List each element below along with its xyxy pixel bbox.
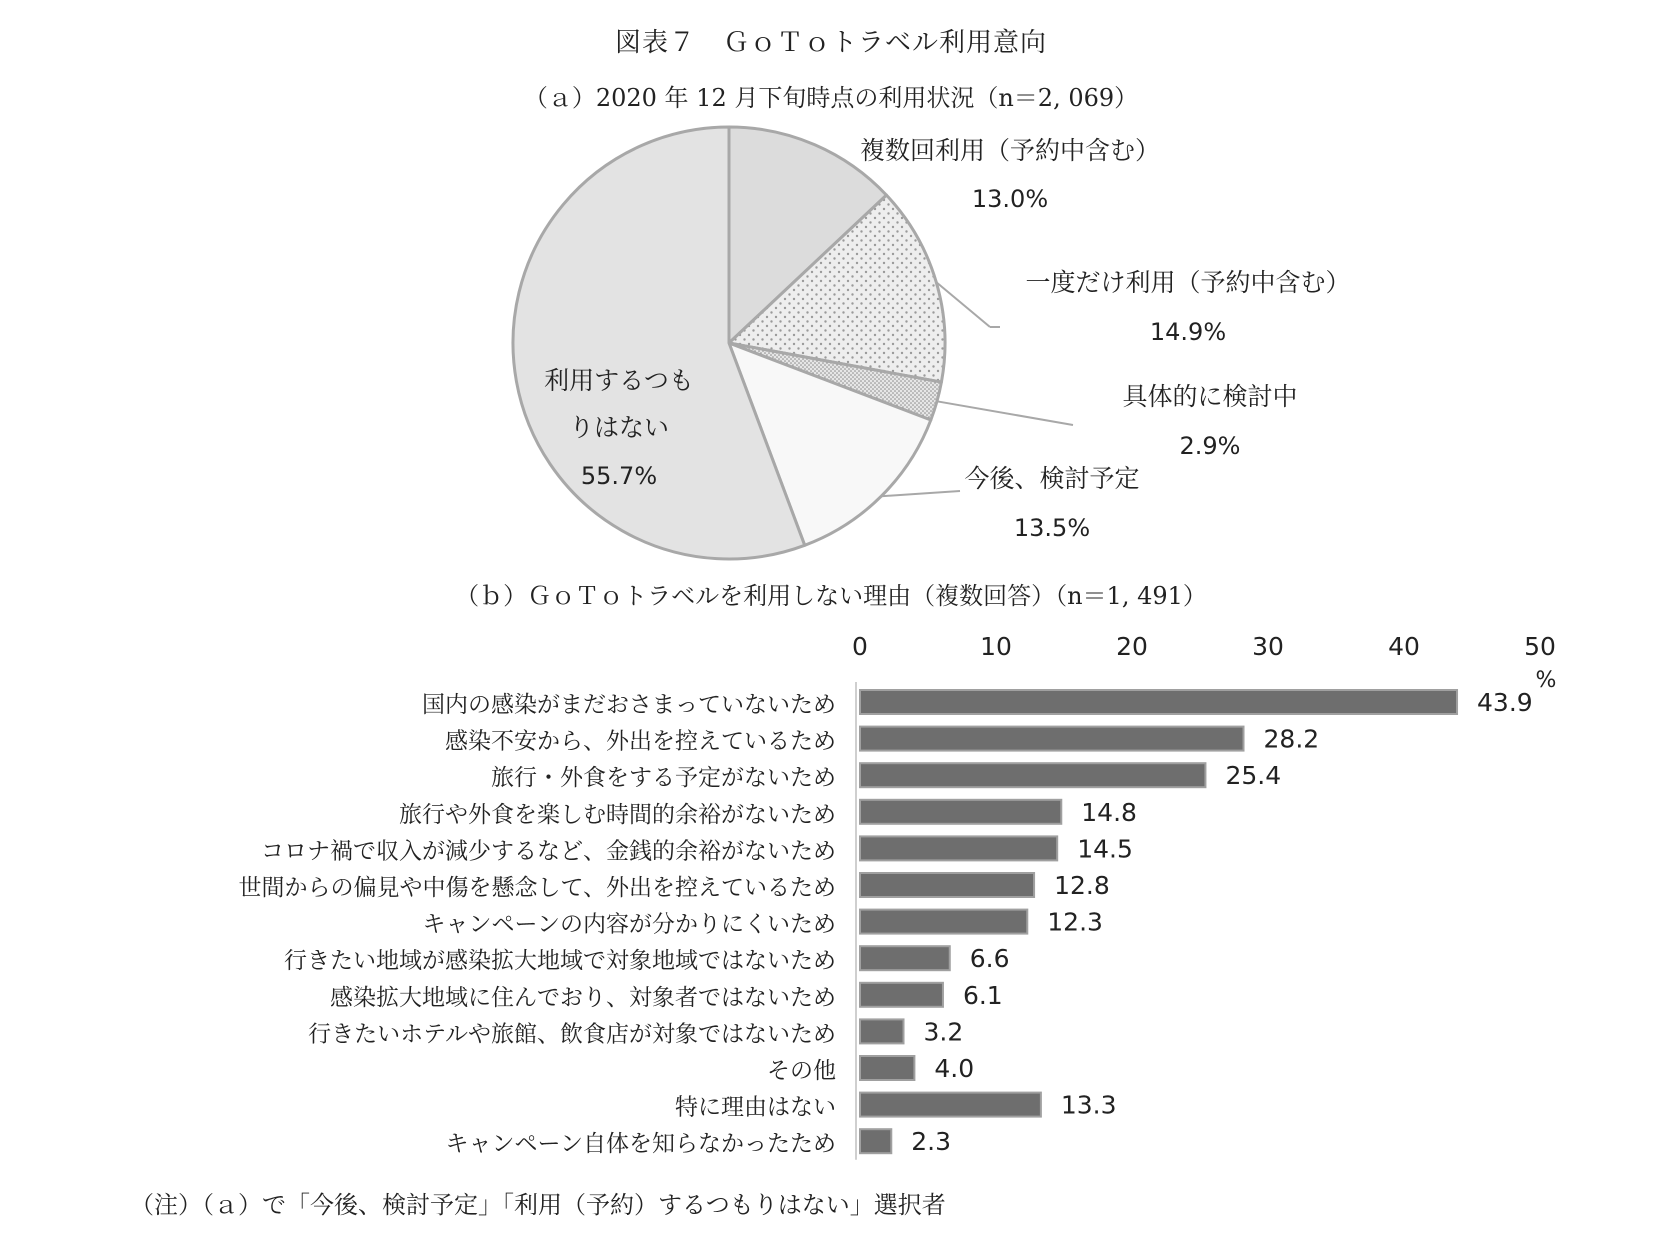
bar-x-tick-label-1: 10 [980,632,1012,661]
bar-x-tick-label-5: 50 [1524,632,1556,661]
pie-label-name-3: 今後、検討予定 [964,464,1140,493]
bar-1 [860,727,1244,751]
bar-value-label-4: 14.5 [1077,834,1133,864]
pie-label-name-0: 複数回利用（予約中含む） [859,136,1161,165]
bar-5 [860,873,1034,897]
bar-value-label-6: 12.3 [1047,907,1103,937]
bar-value-label-11: 13.3 [1060,1090,1117,1120]
pie-label-name-2: 具体的に検討中 [1122,382,1298,411]
bar-12 [860,1129,891,1153]
bar-8 [860,983,943,1007]
bar-value-label-2: 25.4 [1225,761,1282,791]
pie-label-name-1: 一度だけ利用（予約中含む） [1025,268,1351,297]
bar-chart-title: （ｂ）ＧｏＴｏトラベルを利用しない理由（複数回答）（n＝1, 491） [455,582,1207,610]
bar-x-tick-label-0: 0 [852,632,868,661]
bar-unit-label: % [1535,668,1557,693]
bar-category-label-8: 感染拡大地域に住んでおり、対象者ではないため [330,984,836,1011]
bar-category-label-1: 感染不安から、外出を控えているため [445,728,836,755]
bar-0 [860,690,1457,714]
bar-x-tick-label-2: 20 [1116,632,1148,661]
bar-chart [0,620,1662,1220]
bar-category-label-11: 特に理由はない [675,1094,836,1121]
bar-3 [860,800,1061,824]
pie-leader-line-3-0 [881,491,960,496]
bar-10 [860,1056,914,1080]
bar-category-label-10: その他 [767,1058,836,1084]
bar-value-label-12: 2.3 [911,1127,952,1157]
pie-leader-line-2-0 [937,401,1073,425]
bar-category-label-3: 旅行や外食を楽しむ時間的余裕がないため [399,801,836,828]
pie-label-value-1: 14.9% [1149,318,1227,346]
bar-x-tick-label-4: 40 [1388,632,1420,661]
bar-value-label-0: 43.9 [1477,688,1533,717]
bar-value-label-3: 14.8 [1081,797,1137,827]
bar-9 [860,1019,904,1043]
bar-value-label-5: 12.8 [1054,871,1110,900]
pie-label-name-4-line-1: りはない [568,413,670,442]
bar-4 [860,836,1057,860]
pie-chart [0,0,1662,580]
bar-6 [860,910,1027,934]
pie-label-value-2: 2.9% [1179,432,1241,460]
pie-label-value-3: 13.5% [1013,514,1091,542]
bar-category-label-9: 行きたいホテルや旅館、飲食店が対象ではないため [308,1021,836,1048]
figure-title: 図表７ ＧｏＴｏトラベル利用意向 [614,28,1047,58]
bar-category-label-12: キャンペーン自体を知らなかったため [445,1131,836,1158]
pie-label-name-4-line-0: 利用するつも [544,366,694,395]
bar-7 [860,946,950,970]
bar-category-label-7: 行きたい地域が感染拡大地域で対象地域ではないため [284,948,836,975]
bar-11 [860,1093,1041,1117]
pie-label-value-4: 55.7% [580,462,658,490]
pie-label-value-0: 13.0% [971,185,1049,213]
bar-value-label-7: 6.6 [969,944,1010,974]
bar-value-label-8: 6.1 [962,980,1003,1010]
bar-category-label-4: コロナ禍で収入が減少するなど、金銭的余裕がないため [261,838,836,865]
bar-category-label-0: 国内の感染がまだおさまっていないため [422,692,836,718]
bar-category-label-5: 世間からの偏見や中傷を懸念して、外出を控えているため [238,875,836,901]
bar-value-label-10: 4.0 [934,1054,975,1083]
pie-chart-title: （ａ）2020 年 12 月下旬時点の利用状況（n＝2, 069） [523,84,1139,112]
bar-category-label-2: 旅行・外食をする予定がないため [491,765,836,792]
bar-value-label-9: 3.2 [923,1017,964,1047]
bar-x-tick-label-3: 30 [1252,632,1284,661]
bar-value-label-1: 28.2 [1263,724,1320,754]
bar-category-label-6: キャンペーンの内容が分かりにくいため [422,911,836,938]
footnote: （注）（ａ）で「今後、検討予定」「利用（予約）するつもりはない」選択者 [130,1191,946,1219]
bar-2 [860,763,1205,787]
